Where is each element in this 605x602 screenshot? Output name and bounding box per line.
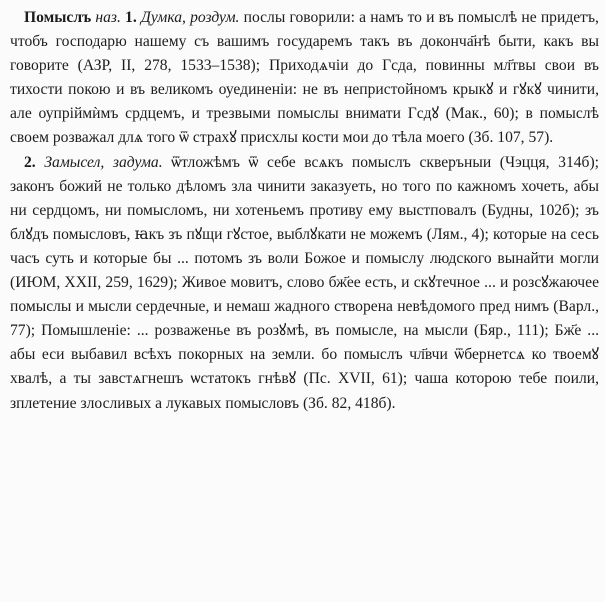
grammar-label: наз.	[95, 9, 121, 26]
sense-gloss: Думка, роздум.	[140, 9, 240, 26]
headword: Помыслъ	[24, 9, 92, 26]
sense-number: 1.	[125, 9, 137, 26]
entry-sense-1	[10, 6, 599, 151]
dictionary-entry	[10, 6, 599, 416]
sense-citations: послы говорили: а намъ то и въ помыслѣ не придетъ, чтобъ господарю нашему съ вашимъ государемъ такъ въ доконча҃нѣ быти, какъ вы говорите (АЗР, II, 278, 1533–1538); Приходѧчіи до Гсда, повинны мл҃твы свои въ тихости покою и въ великомъ оуединеніи: не въ непристойномъ крыкꙋ и гꙋкꙋ чинити, але оупріймѝмъ срдцемъ, и трезвыми помыслы внимати Гсдꙋ (Мак., 60); в помыслѣ своем розважал длѧ того ѿ страхꙋ присхлы кости мои до тѣла моего (Зб. 107, 57).	[10, 9, 599, 147]
entry-sense-2	[10, 151, 599, 416]
sense-gloss: Замысел, задума.	[44, 153, 163, 171]
sense-number: 2.	[24, 153, 36, 171]
sense-citations: ѿтложѣмъ ѿ себе всѧкъ помыслъ скверъныи (Чэцця, 314б); законъ божий не только дѣломъ зла чинити заказуеть, но того по кажномъ хочеть, абы ни сердцомъ, ни помысломъ, ни хотеньемъ противу ему выстповалъ (Будны, 102б); зъ блꙋдъ помысловъ, ꙗкъ зъ пꙋщи гꙋстое, выблꙋкати не можемъ (Лям., 4); которые на сесь часъ суть и которые бы ... потомъ зъ воли Божое и помыслу людского вынайти могли (ИЮМ, XXII, 259, 1629); Живое мовитъ, слово бж҃ее есть, и скꙋтечное ... и розсꙋжаючее помыслы и мысли сердечные, и немаш жадного створена невѣдомого пред нимъ (Варл., 77); Помышленіе: ... розваженье въ розꙋмѣ, въ помысле, на мысли (Бяр., 111); Бж҃е ... абы еси выбавил всѣхъ покорных на земли. бо помыслъ чл҃вчи ѿбернетсѧ ко твоемꙋ хвалѣ, а ты завстѧгнешъ ѡстатокъ гнѣвꙋ (Пс. XVII, 61); чаша которою тебе поили, зплетение злосливых а лукавых помысловъ (Зб. 82, 418б).	[10, 153, 599, 412]
